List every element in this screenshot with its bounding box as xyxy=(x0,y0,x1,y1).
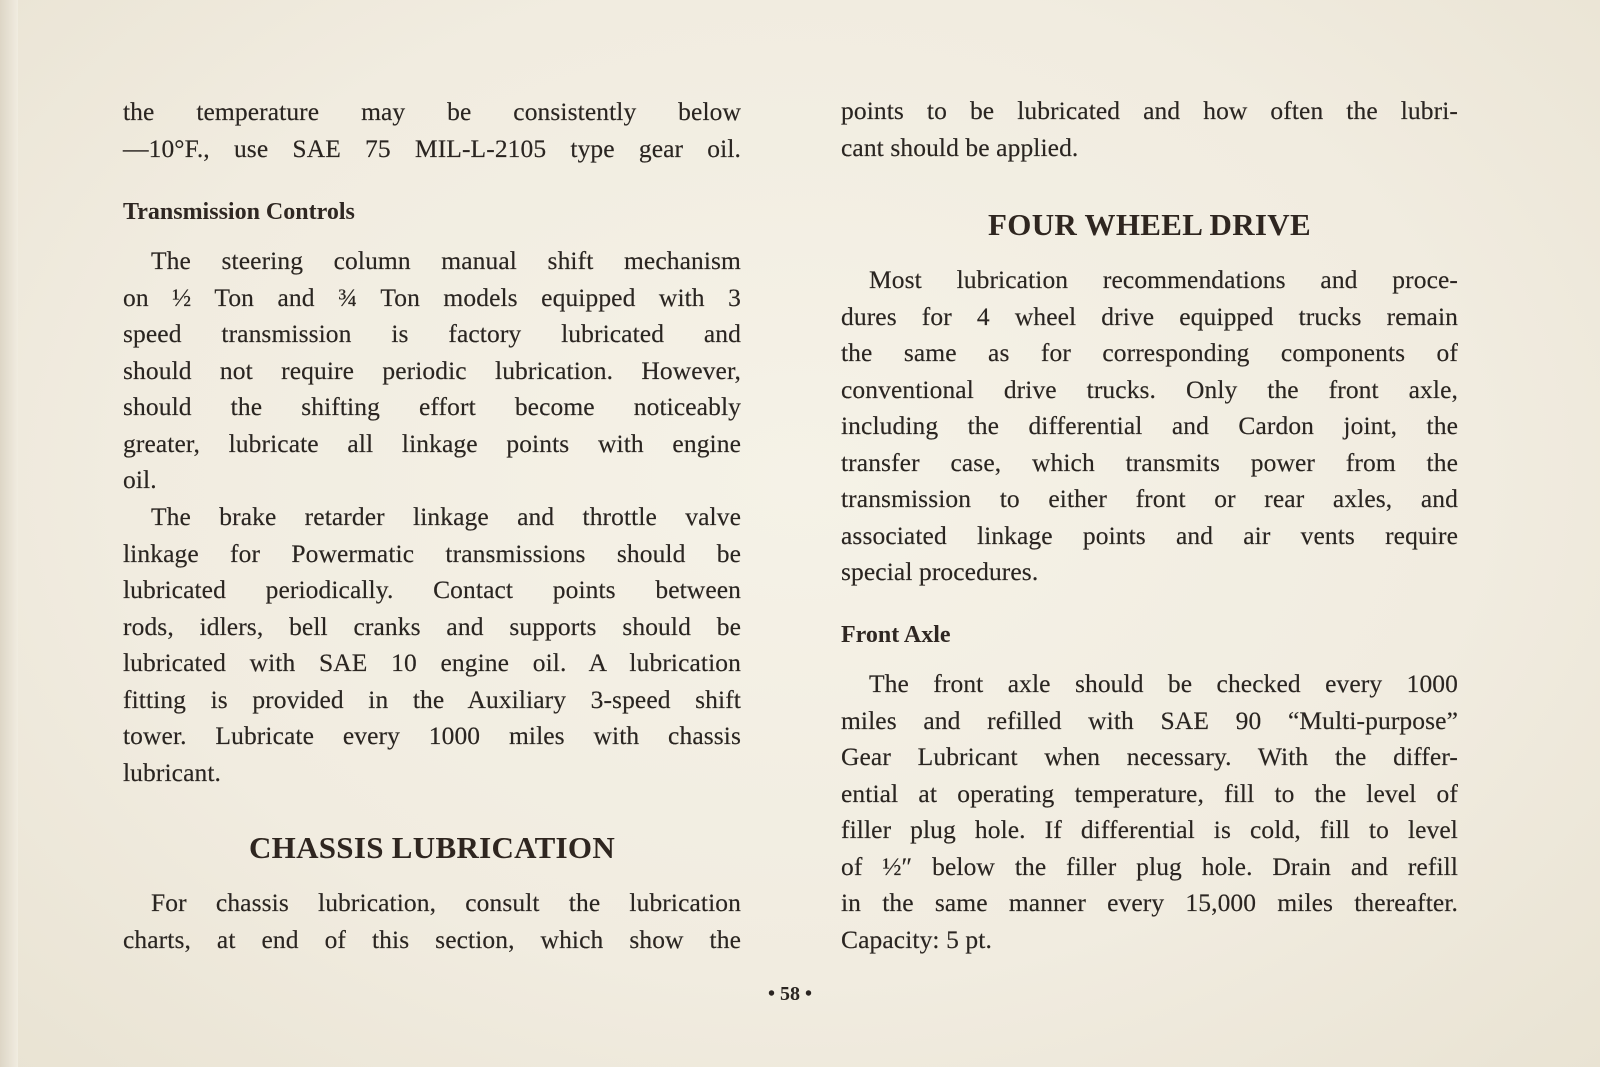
text-line: should not require periodic lubrication. However, xyxy=(123,355,741,385)
text-line: of ½″ below the filler plug hole. Drain and refill xyxy=(841,851,1458,881)
text-line: dures for 4 wheel drive equipped trucks remain xyxy=(841,301,1458,331)
heading-four-wheel-drive: FOUR WHEEL DRIVE xyxy=(988,207,1311,242)
text-line: special procedures. xyxy=(841,557,1039,586)
left-paragraph-3 xyxy=(123,499,741,791)
text-line: The brake retarder linkage and throttle valve xyxy=(151,502,741,531)
text-line: filler plug hole. If differential is cold, fill to level xyxy=(841,815,1458,844)
text-line: transmission to either front or rear axles, and xyxy=(841,484,1458,513)
text-line: including the differential and Cardon joint, the xyxy=(841,411,1458,440)
right-paragraph-2 xyxy=(841,262,1458,591)
text-line: points to be lubricated and how often the lubri- xyxy=(841,96,1458,125)
text-line: in the same manner every 15,000 miles thereafter. xyxy=(841,888,1458,917)
text-line: speed transmission is factory lubricated and xyxy=(123,319,741,348)
text-line: Capacity: 5 pt. xyxy=(841,924,992,954)
text-line: lubricated periodically. Contact points between xyxy=(123,575,741,604)
text-line: lubricated with SAE 10 engine oil. A lubrication xyxy=(123,648,741,677)
text-line: ential at operating temperature, fill to the level of xyxy=(841,778,1458,808)
text-line: Most lubrication recommendations and proce- xyxy=(869,265,1458,294)
text-line: For chassis lubrication, consult the lubrication xyxy=(151,888,741,917)
text-line: oil. xyxy=(123,465,157,494)
text-line: —10°F., use SAE 75 MIL-L-2105 type gear oil. xyxy=(123,133,741,163)
left-paragraph-1 xyxy=(123,94,741,167)
text-line: The steering column manual shift mechanism xyxy=(151,246,741,275)
text-line: associated linkage points and air vents require xyxy=(841,520,1458,550)
right-paragraph-3 xyxy=(841,666,1458,958)
left-paragraph-2 xyxy=(123,243,741,499)
page-binding-shadow xyxy=(0,0,18,1067)
right-paragraph-1 xyxy=(841,93,1458,166)
text-line: The front axle should be checked every 1000 xyxy=(869,669,1458,698)
text-line: cant should be applied. xyxy=(841,132,1079,162)
text-line: should the shifting effort become noticeably xyxy=(123,392,741,421)
text-line: transfer case, which transmits power from the xyxy=(841,447,1458,477)
heading-chassis-lubrication: CHASSIS LUBRICATION xyxy=(248,830,616,865)
page-number: • 58 • xyxy=(767,983,812,1005)
text-line: linkage for Powermatic transmissions should be xyxy=(123,538,741,568)
text-line: rods, idlers, bell cranks and supports should be xyxy=(123,611,741,641)
left-paragraph-4 xyxy=(123,885,741,958)
text-line: conventional drive trucks. Only the front axle, xyxy=(841,374,1458,404)
text-line: the same as for corresponding components of xyxy=(841,338,1458,367)
text-line: miles and refilled with SAE 90 “Multi-purpose” xyxy=(841,705,1458,735)
text-line: fitting is provided in the Auxiliary 3-speed shift xyxy=(123,684,741,714)
subheading-transmission-controls: Transmission Controls xyxy=(123,199,355,225)
text-line: charts, at end of this section, which show the xyxy=(123,924,741,954)
text-line: the temperature may be consistently below xyxy=(123,97,741,126)
text-line: Gear Lubricant when necessary. With the differ- xyxy=(841,742,1458,771)
text-line: greater, lubricate all linkage points with engine xyxy=(123,428,741,458)
text-line: tower. Lubricate every 1000 miles with chassis xyxy=(123,721,741,750)
subheading-front-axle: Front Axle xyxy=(841,622,951,648)
text-line: on ½ Ton and ¾ Ton models equipped with 3 xyxy=(123,282,741,312)
text-line: lubricant. xyxy=(123,757,222,787)
